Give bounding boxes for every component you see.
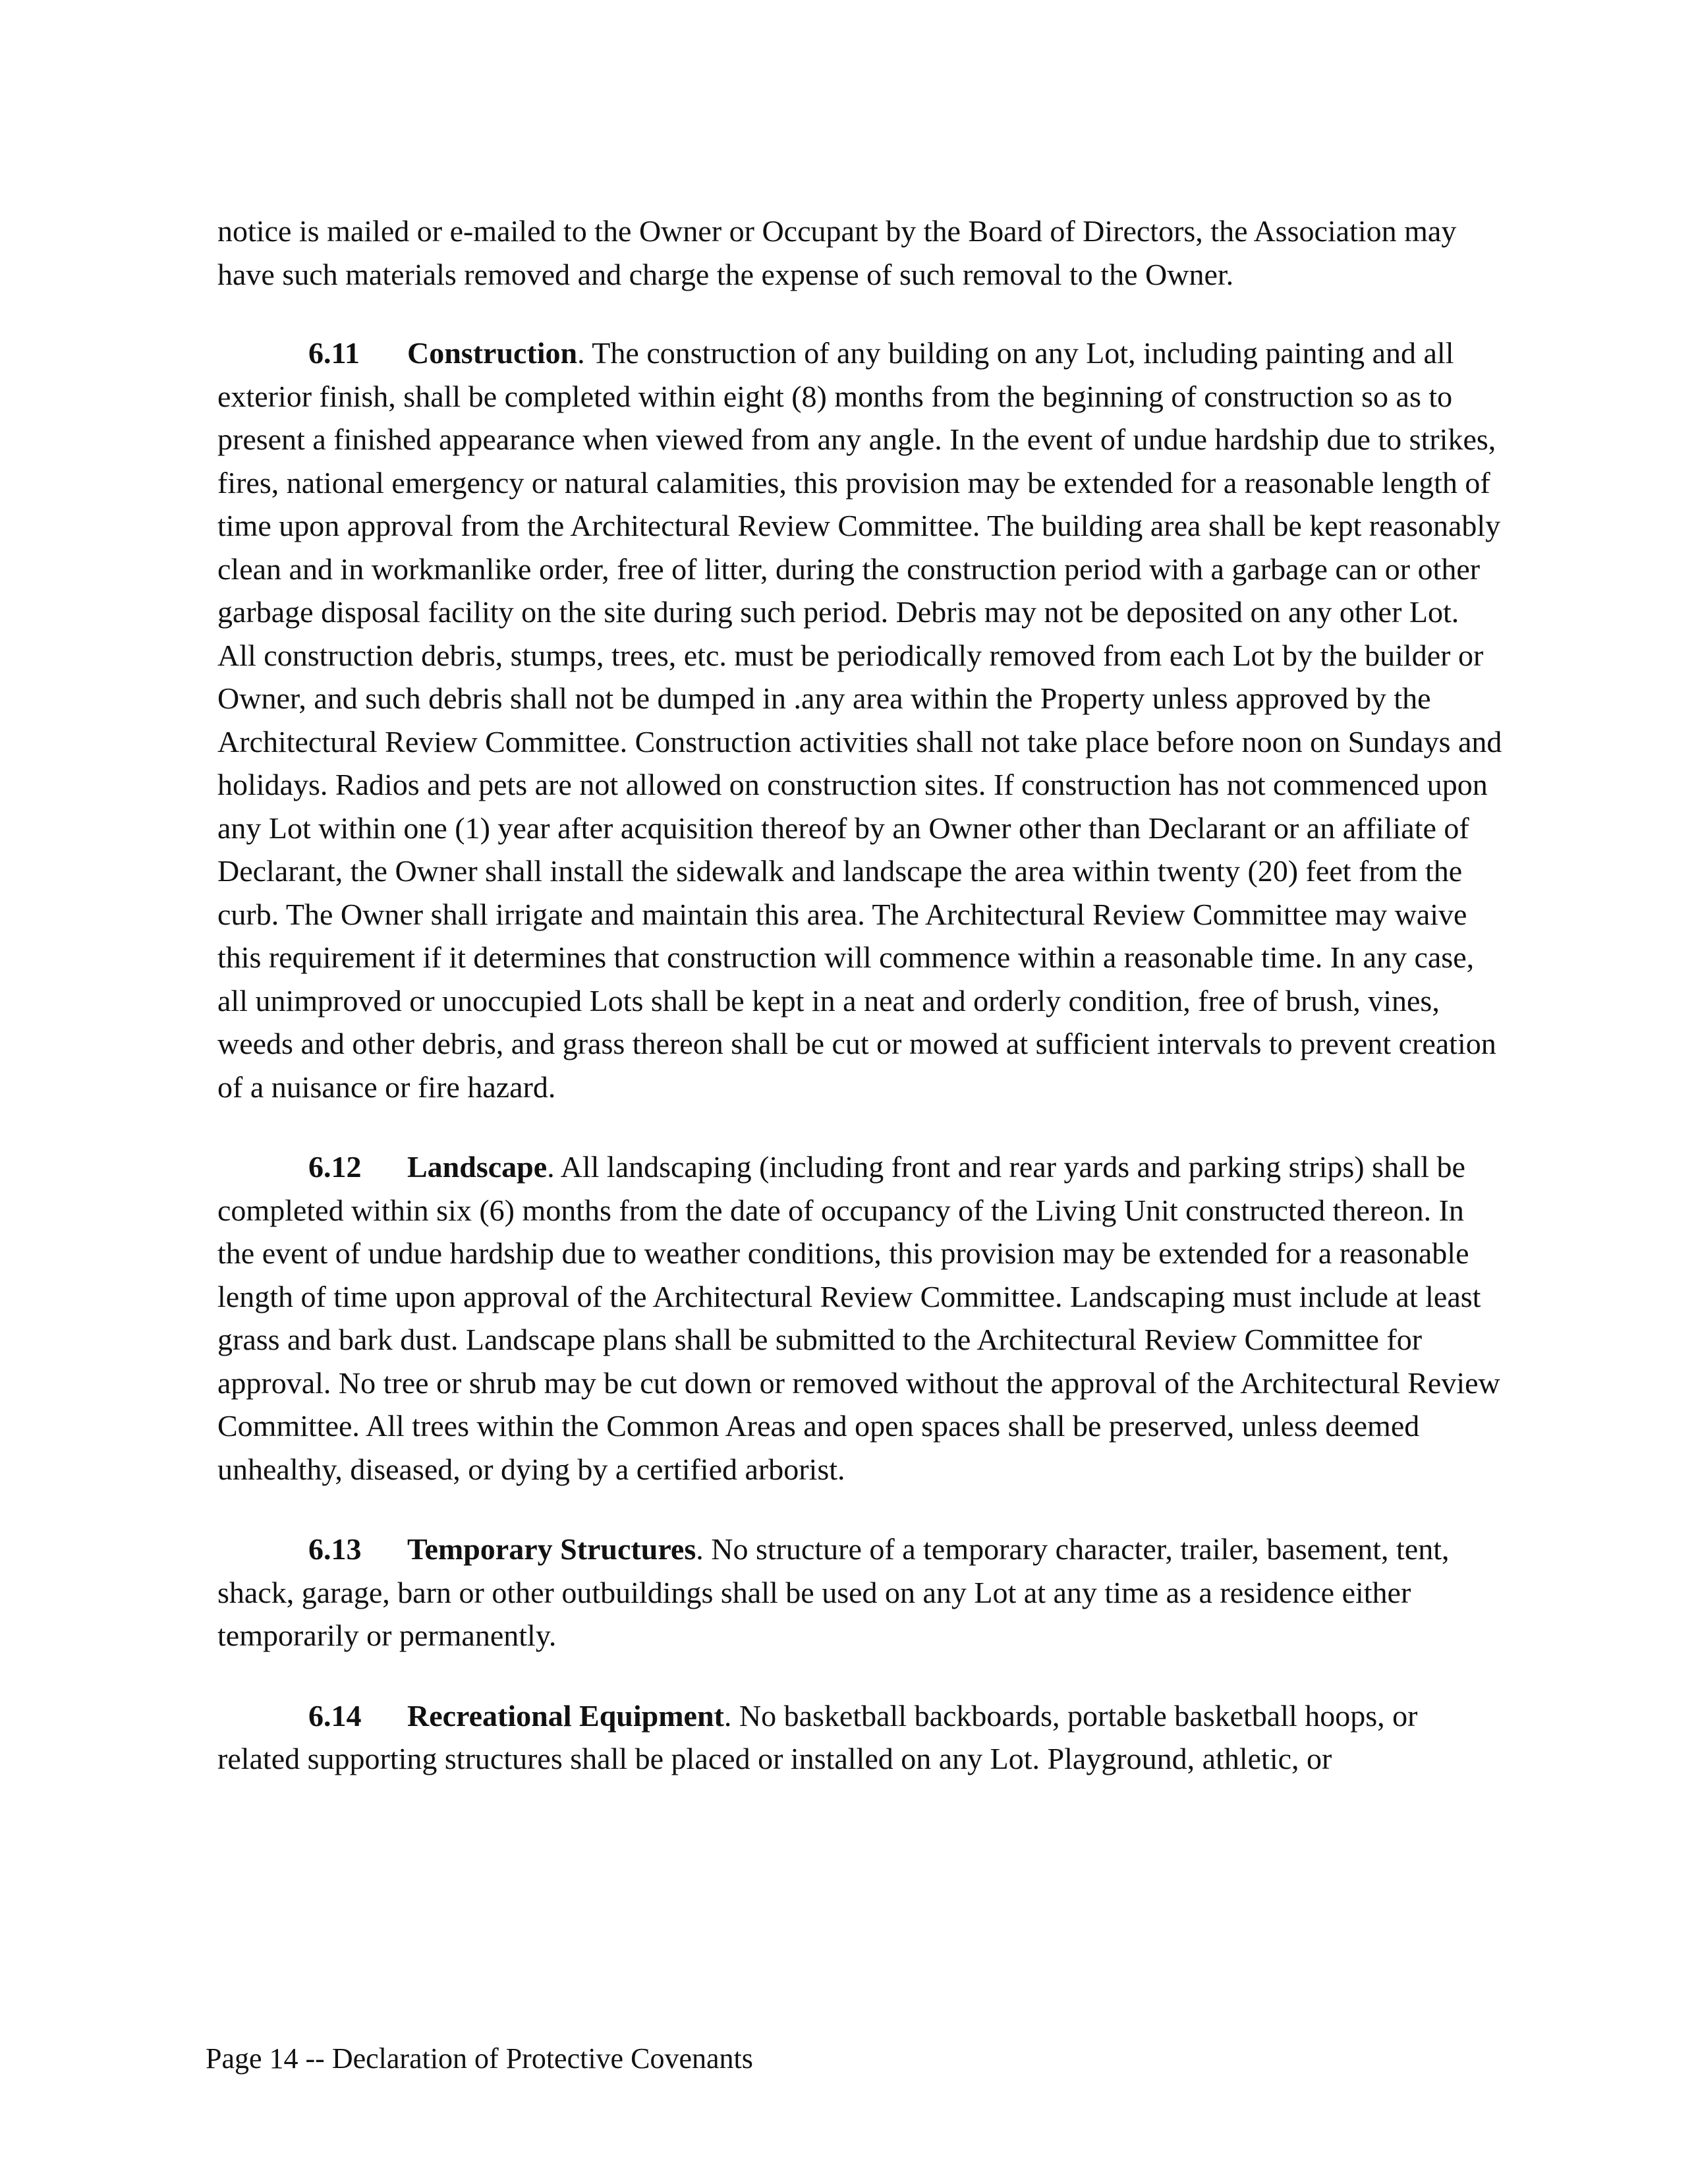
section-number: 6.13 bbox=[308, 1532, 362, 1566]
section-number: 6.11 bbox=[308, 336, 360, 370]
page-footer: Page 14 -- Declaration of Protective Covenants bbox=[206, 2042, 753, 2075]
section-title: Landscape bbox=[407, 1150, 548, 1184]
section-body: All landscaping (including front and rear yards and parking strips) shall be completed within six (6) months from the date of occupancy of the Living Unit constructed thereon. In the event of undue hardship due to weather conditions, this provision may be extended for a reasonable length of time upon approval of the Architectural Review Committee. Landscaping must include at least grass and bark dust. Landscape plans shall be submitted to the Architectural Review Committee for approval. No tree or shrub may be cut down or removed without the approval of the Architectural Review Committee. All trees within the Common Areas and open spaces shall be preserved, unless deemed unhealthy, diseased, or dying by a certified arborist. bbox=[217, 1150, 1500, 1486]
section-body: The construction of any building on any Lot, including painting and all exterior finish, shall be completed within eight (8) months from the beginning of construction so as to present a finished appearance when viewed from any angle. In the event of undue hardship due to strikes, fires, national emergency or natural calamities, this provision may be extended for a reasonable length of time upon approval from the Architectural Review Committee. The building area shall be kept reasonably clean and in workmanlike order, free of litter, during the construction period with a garbage can or other garbage disposal facility on the site during such period. Debris may not be deposited on any other Lot. All construction debris, stumps, trees, etc. must be periodically removed from each Lot by the builder or Owner, and such debris shall not be dumped in .any area within the Property unless approved by the Architectural Review Committee. Construction activities shall not take place before noon on Sundays and holidays. Radios and pets are not allowed on construction sites. If construction has not commenced upon any Lot within one (1) year after acquisition thereof by an Owner other than Declarant or an affiliate of Declarant, the Owner shall install the sidewalk and landscape the area within twenty (20) feet from the curb. The Owner shall irrigate and maintain this area. The Architectural Review Committee may waive this requirement if it determines that construction will commence within a reasonable time. In any case, all unimproved or unoccupied Lots shall be kept in a neat and orderly condition, free of brush, vines, weeds and other debris, and grass thereon shall be cut or mowed at sufficient intervals to prevent creation of a nuisance or fire hazard. bbox=[217, 336, 1502, 1104]
document-body bbox=[217, 210, 1502, 1818]
intro-text: notice is mailed or e-mailed to the Owner or Occupant by the Board of Directors, the Association may have such materials removed and charge the expense of such removal to the Owner. bbox=[217, 214, 1457, 291]
section-6-11: 6.11 Construction. The construction of any building on any Lot, including painting and all exterior finish, shall be completed within eight (8) months from the beginning of construction so as to present a finished appearance when viewed from any angle. In the event of undue hardship due to strikes, fires, national emergency or natural calamities, this provision may be extended for a reasonable length of time upon approval from the Architectural Review Committee. The building area shall be kept reasonably clean and in workmanlike order, free of litter, during the construction period with a garbage can or other garbage disposal facility on the site during such period. Debris may not be deposited on any other Lot. All construction debris, stumps, trees, etc. must be periodically removed from each Lot by the builder or Owner, and such debris shall not be dumped in .any area within the Property unless approved by the Architectural Review Committee. Construction activities shall not take place before noon on Sundays and holidays. Radios and pets are not allowed on construction sites. If construction has not commenced upon any Lot within one (1) year after acquisition thereof by an Owner other than Declarant or an affiliate of Declarant, the Owner shall install the sidewalk and landscape the area within twenty (20) feet from the curb. The Owner shall irrigate and maintain this area. The Architectural Review Committee may waive this requirement if it determines that construction will commence within a reasonable time. In any case, all unimproved or unoccupied Lots shall be kept in a neat and orderly condition, free of brush, vines, weeds and other debris, and grass thereon shall be cut or mowed at sufficient intervals to prevent creation of a nuisance or fire hazard. bbox=[217, 331, 1502, 1108]
section-body: No structure of a temporary character, trailer, basement, tent, shack, garage, barn or other outbuildings shall be used on any Lot at any time as a residence either temporarily or permanently. bbox=[217, 1532, 1450, 1652]
section-number: 6.12 bbox=[308, 1150, 362, 1184]
section-title: Recreational Equipment bbox=[407, 1698, 724, 1733]
section-6-14: 6.14 Recreational Equipment. No basketball backboards, portable basketball hoops, or related supporting structures shall be placed or installed on any Lot. Playground, athletic, or bbox=[217, 1694, 1502, 1781]
intro-paragraph bbox=[217, 210, 1502, 296]
section-title: Construction bbox=[407, 336, 578, 370]
section-number: 6.14 bbox=[308, 1698, 362, 1733]
section-6-13: 6.13 Temporary Structures. No structure of a temporary character, trailer, basement, tent, shack, garage, barn or other outbuildings shall be used on any Lot at any time as a residence either temporarily or permanently. bbox=[217, 1528, 1502, 1657]
section-body: No basketball backboards, portable basketball hoops, or related supporting structures shall be placed or installed on any Lot. Playground, athletic, or bbox=[217, 1698, 1418, 1775]
section-title: Temporary Structures bbox=[407, 1532, 696, 1566]
section-6-12: 6.12 Landscape. All landscaping (including front and rear yards and parking strips) shall be completed within six (6) months from the date of occupancy of the Living Unit constructed thereon. In the event of undue hardship due to weather conditions, this provision may be extended for a reasonable length of time upon approval of the Architectural Review Committee. Landscaping must include at least grass and bark dust. Landscape plans shall be submitted to the Architectural Review Committee for approval. No tree or shrub may be cut down or removed without the approval of the Architectural Review Committee. All trees within the Common Areas and open spaces shall be preserved, unless deemed unhealthy, diseased, or dying by a certified arborist. bbox=[217, 1145, 1502, 1491]
